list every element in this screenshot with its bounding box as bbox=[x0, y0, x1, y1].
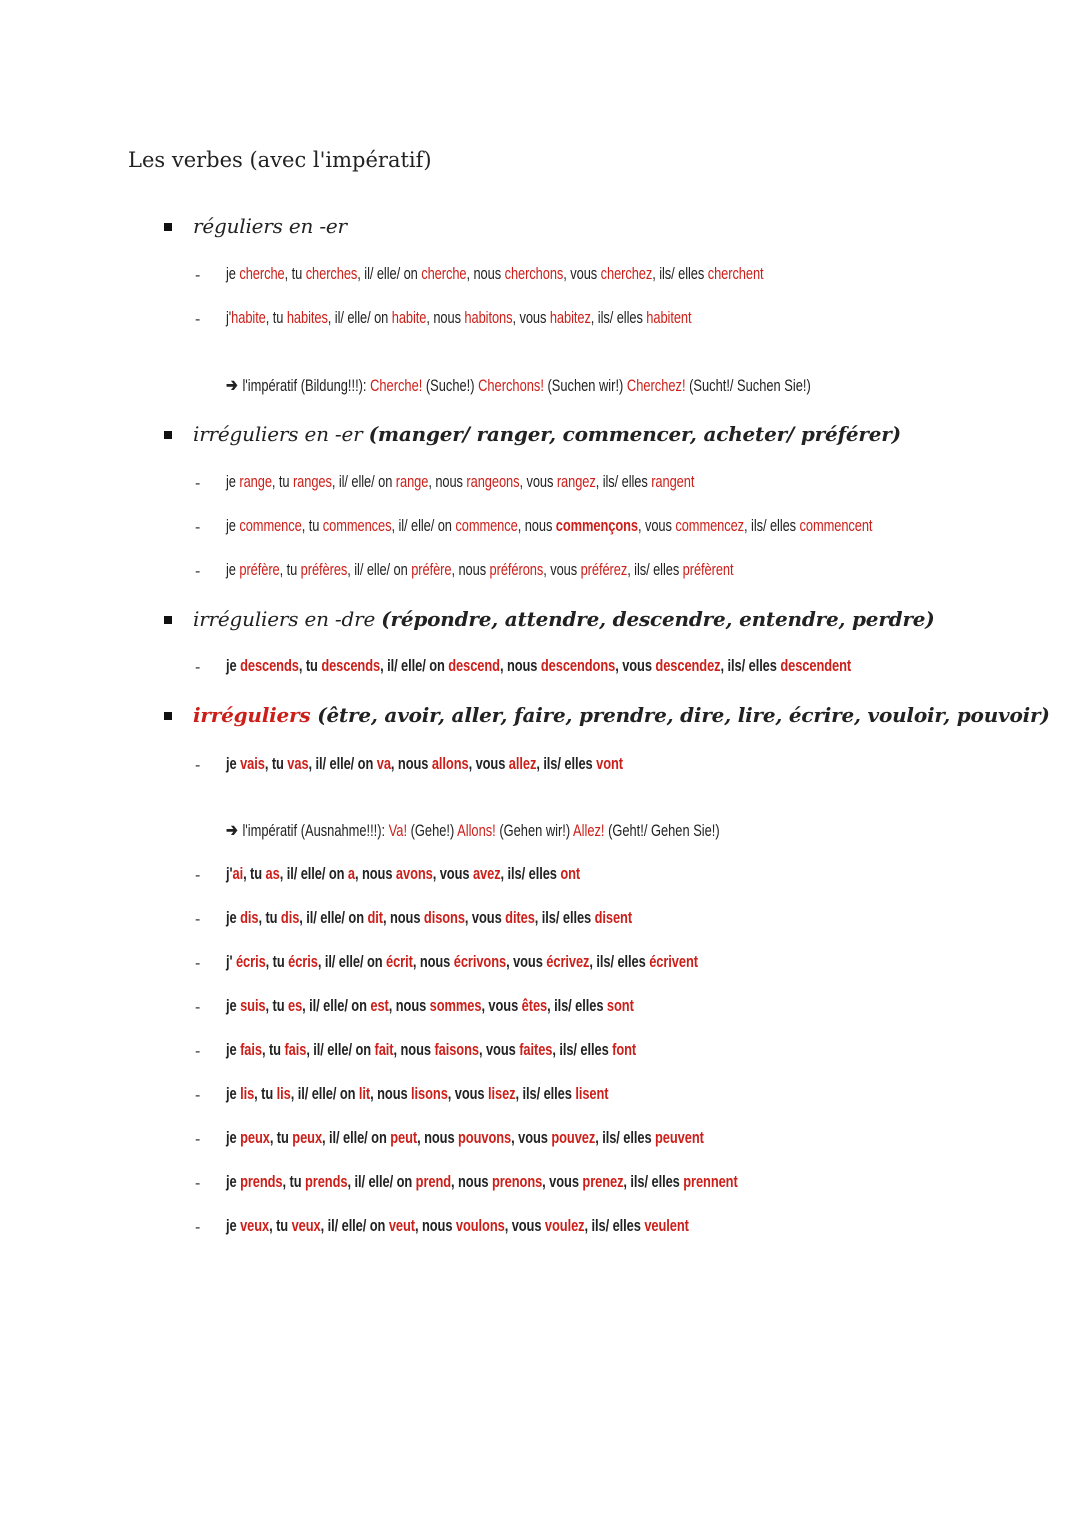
verb-form: dis bbox=[280, 909, 300, 927]
pronoun-text: , tu bbox=[279, 561, 301, 579]
verb-form: Cherchons! bbox=[478, 377, 544, 395]
pronoun-text: , il/ elle/ on bbox=[327, 309, 392, 327]
verb-form: descendent bbox=[780, 657, 852, 675]
pronoun-text: , ils/ elles bbox=[623, 1173, 684, 1191]
verb-form: as bbox=[265, 865, 280, 883]
pronoun-text: , nous bbox=[412, 953, 454, 971]
verb-form: dit bbox=[367, 909, 383, 927]
conjugation-row bbox=[226, 561, 733, 580]
verb-form: Va! bbox=[388, 822, 408, 840]
verb-form: préfèrent bbox=[682, 561, 734, 579]
pronoun-text: , vous bbox=[447, 1085, 489, 1103]
verb-form: préfère bbox=[411, 561, 452, 579]
pronoun-text: l'impératif (Ausnahme!!!): bbox=[242, 822, 389, 840]
section-heading bbox=[193, 703, 1050, 727]
verb-form: prends bbox=[240, 1173, 283, 1191]
section-heading-label: réguliers en -er bbox=[193, 214, 347, 238]
verb-form: Cherche! bbox=[370, 377, 423, 395]
pronoun-text: , vous bbox=[512, 309, 550, 327]
pronoun-text: , il/ elle/ on bbox=[290, 1085, 359, 1103]
pronoun-text: , il/ elle/ on bbox=[347, 1173, 416, 1191]
pronoun-text: , nous bbox=[390, 755, 432, 773]
verb-form: fais bbox=[284, 1041, 307, 1059]
pronoun-text: je bbox=[226, 755, 241, 773]
verb-form: disent bbox=[594, 909, 633, 927]
section-heading-verbs: (être, avoir, aller, faire, prendre, dire, lire, écrire, vouloir, pouvoir) bbox=[310, 703, 1050, 727]
verb-form: lisons bbox=[411, 1085, 448, 1103]
conjugation-row bbox=[226, 1217, 689, 1236]
verb-form: fais bbox=[240, 1041, 262, 1059]
list-dash: - bbox=[195, 867, 201, 884]
pronoun-text: , ils/ elles bbox=[652, 265, 708, 283]
pronoun-text: , ils/ elles bbox=[720, 657, 781, 675]
verb-form: peut bbox=[390, 1129, 418, 1147]
pronoun-text: , il/ elle/ on bbox=[391, 517, 456, 535]
verb-form: allons bbox=[431, 755, 469, 773]
pronoun-text: , nous bbox=[451, 1173, 492, 1191]
pronoun-text: , nous bbox=[354, 865, 396, 883]
pronoun-text: (Suchen wir!) bbox=[543, 377, 627, 395]
list-dash: - bbox=[195, 519, 201, 536]
verb-form: pouvons bbox=[458, 1129, 512, 1147]
pronoun-text: , vous bbox=[615, 657, 656, 675]
verb-form: veulent bbox=[644, 1217, 689, 1235]
section-heading bbox=[193, 607, 935, 631]
verb-form: cherches bbox=[305, 265, 358, 283]
pronoun-text: , ils/ elles bbox=[590, 309, 647, 327]
verb-form: faisons bbox=[434, 1041, 479, 1059]
conjugation-row bbox=[226, 517, 872, 536]
pronoun-text: (Sucht!/ Suchen Sie!) bbox=[685, 377, 811, 395]
pronoun-text: je bbox=[226, 1085, 241, 1103]
pronoun-text: , vous bbox=[432, 865, 473, 883]
list-dash: - bbox=[195, 1087, 201, 1104]
pronoun-text: je bbox=[226, 517, 240, 535]
section-heading-verbs: (manger/ ranger, commencer, acheter/ préférer) bbox=[368, 422, 901, 446]
pronoun-text: , tu bbox=[243, 865, 266, 883]
pronoun-text: , vous bbox=[637, 517, 676, 535]
verb-form: descends bbox=[321, 657, 381, 675]
list-dash: - bbox=[195, 757, 201, 774]
pronoun-text: , nous bbox=[388, 997, 430, 1015]
verb-form: pouvez bbox=[551, 1129, 596, 1147]
pronoun-text: l'impératif (Bildung!!!): bbox=[242, 377, 371, 395]
verb-form: veux bbox=[240, 1217, 270, 1235]
section-heading-label: irréguliers en -dre bbox=[193, 607, 382, 631]
pronoun-text: , ils/ elles bbox=[595, 473, 652, 491]
pronoun-text: , il/ elle/ on bbox=[357, 265, 422, 283]
pronoun-text: , nous bbox=[517, 517, 556, 535]
verb-form: voulons bbox=[455, 1217, 505, 1235]
verb-form: habitons bbox=[464, 309, 513, 327]
verb-form: commence bbox=[455, 517, 518, 535]
verb-form: veut bbox=[388, 1217, 415, 1235]
verb-form: lis bbox=[276, 1085, 291, 1103]
verb-form: range bbox=[239, 473, 272, 491]
verb-form: Cherchez! bbox=[626, 377, 686, 395]
verb-form: va bbox=[376, 755, 391, 773]
verb-form: prend bbox=[415, 1173, 452, 1191]
verb-form: dis bbox=[240, 909, 259, 927]
verb-form: avons bbox=[395, 865, 433, 883]
section-heading-verbs: (répondre, attendre, descendre, entendre, perdre) bbox=[381, 607, 935, 631]
pronoun-text: , vous bbox=[481, 997, 522, 1015]
verb-form: es bbox=[288, 997, 303, 1015]
verb-form: font bbox=[612, 1041, 637, 1059]
verb-form: faites bbox=[519, 1041, 553, 1059]
verb-form: cherchons bbox=[504, 265, 564, 283]
section-heading bbox=[193, 422, 901, 446]
verb-form: avez bbox=[472, 865, 501, 883]
verb-form: descendez bbox=[655, 657, 721, 675]
verb-form: rangent bbox=[651, 473, 695, 491]
pronoun-text: , vous bbox=[478, 1041, 520, 1059]
pronoun-text: , il/ elle/ on bbox=[347, 561, 412, 579]
verb-form: disons bbox=[423, 909, 465, 927]
verb-form: habite bbox=[391, 309, 427, 327]
verb-form: peuvent bbox=[655, 1129, 704, 1147]
page-title: Les verbes (avec l'impératif) bbox=[128, 148, 432, 172]
list-dash: - bbox=[195, 1131, 201, 1148]
verb-form: sommes bbox=[429, 997, 482, 1015]
verb-form: rangez bbox=[556, 473, 596, 491]
pronoun-text: , tu bbox=[269, 1217, 292, 1235]
pronoun-text: je bbox=[226, 997, 241, 1015]
pronoun-text: , nous bbox=[426, 309, 465, 327]
pronoun-text: , vous bbox=[506, 953, 547, 971]
verb-form: vas bbox=[287, 755, 309, 773]
pronoun-text: je bbox=[226, 1173, 241, 1191]
pronoun-text: , nous bbox=[499, 657, 541, 675]
verb-form: habite bbox=[231, 309, 266, 327]
pronoun-text: j' bbox=[226, 309, 232, 327]
conjugation-row bbox=[226, 865, 580, 884]
conjugation-row bbox=[226, 1041, 636, 1060]
verb-form: prennent bbox=[683, 1173, 738, 1191]
verb-form: veux bbox=[291, 1217, 321, 1235]
pronoun-text: , il/ elle/ on bbox=[302, 997, 371, 1015]
pronoun-text: je bbox=[226, 1129, 241, 1147]
imperative-note bbox=[226, 820, 720, 841]
pronoun-text: , ils/ elles bbox=[744, 517, 800, 535]
list-dash: - bbox=[195, 955, 201, 972]
verb-form: vont bbox=[596, 755, 623, 773]
pronoun-text: , il/ elle/ on bbox=[331, 473, 396, 491]
verb-form: a bbox=[347, 865, 355, 883]
verb-form: ai bbox=[232, 865, 244, 883]
pronoun-text: , vous bbox=[511, 1129, 552, 1147]
verb-form: rangeons bbox=[466, 473, 520, 491]
verb-form: descendons bbox=[540, 657, 616, 675]
section-heading-label: irréguliers bbox=[193, 703, 311, 727]
verb-form: vais bbox=[240, 755, 265, 773]
pronoun-text: je bbox=[226, 473, 240, 491]
pronoun-text: , ils/ elles bbox=[500, 865, 561, 883]
pronoun-text: , tu bbox=[254, 1085, 277, 1103]
square-bullet-icon bbox=[164, 223, 172, 231]
verb-form: écrivez bbox=[546, 953, 590, 971]
arrow-right-icon: ➔ bbox=[226, 820, 238, 840]
pronoun-text: , vous bbox=[543, 561, 581, 579]
verb-form: écris bbox=[235, 953, 266, 971]
pronoun-text: (Gehe!) bbox=[407, 822, 458, 840]
pronoun-text: , tu bbox=[269, 1129, 293, 1147]
list-dash: - bbox=[195, 311, 201, 328]
list-dash: - bbox=[195, 1175, 201, 1192]
imperative-note bbox=[226, 375, 811, 396]
verb-form: êtes bbox=[521, 997, 548, 1015]
verb-form: sont bbox=[606, 997, 634, 1015]
verb-form: range bbox=[395, 473, 429, 491]
pronoun-text: , tu bbox=[265, 953, 289, 971]
verb-form: habites bbox=[286, 309, 328, 327]
pronoun-text: , nous bbox=[393, 1041, 435, 1059]
verb-form: Allez! bbox=[573, 822, 605, 840]
pronoun-text: , ils/ elles bbox=[627, 561, 683, 579]
pronoun-text: , tu bbox=[264, 755, 288, 773]
verb-form: lit bbox=[358, 1085, 371, 1103]
verb-form: commences bbox=[322, 517, 392, 535]
verb-form: habitez bbox=[549, 309, 591, 327]
pronoun-text: , nous bbox=[417, 1129, 459, 1147]
pronoun-text: , il/ elle/ on bbox=[317, 953, 387, 971]
conjugation-row bbox=[226, 473, 694, 492]
pronoun-text: j' bbox=[226, 865, 233, 883]
pronoun-text: , il/ elle/ on bbox=[322, 1129, 391, 1147]
verb-form: prenons bbox=[491, 1173, 543, 1191]
pronoun-text: , tu bbox=[261, 1041, 285, 1059]
verb-form: écrivons bbox=[453, 953, 507, 971]
pronoun-text: , ils/ elles bbox=[584, 1217, 645, 1235]
verb-form: préférez bbox=[580, 561, 628, 579]
verb-form: lisez bbox=[488, 1085, 516, 1103]
verb-form: dites bbox=[505, 909, 535, 927]
pronoun-text: , ils/ elles bbox=[552, 1041, 613, 1059]
arrow-right-icon: ➔ bbox=[226, 375, 238, 395]
verb-form: peux bbox=[240, 1129, 270, 1147]
pronoun-text: , ils/ elles bbox=[534, 909, 595, 927]
pronoun-text: , il/ elle/ on bbox=[308, 755, 377, 773]
pronoun-text: , tu bbox=[301, 517, 323, 535]
list-dash: - bbox=[195, 563, 201, 580]
list-dash: - bbox=[195, 475, 201, 492]
pronoun-text: (Suche!) bbox=[422, 377, 479, 395]
pronoun-text: , ils/ elles bbox=[595, 1129, 656, 1147]
pronoun-text: , nous bbox=[466, 265, 505, 283]
pronoun-text: , ils/ elles bbox=[536, 755, 597, 773]
conjugation-row bbox=[226, 1173, 738, 1192]
pronoun-text: , vous bbox=[504, 1217, 545, 1235]
conjugation-row bbox=[226, 755, 623, 774]
pronoun-text: , nous bbox=[382, 909, 424, 927]
verb-form: cherche bbox=[239, 265, 285, 283]
list-dash: - bbox=[195, 911, 201, 928]
pronoun-text: , tu bbox=[265, 997, 289, 1015]
conjugation-row bbox=[226, 953, 698, 972]
verb-form: descend bbox=[448, 657, 500, 675]
pronoun-text: , tu bbox=[284, 265, 306, 283]
list-dash: - bbox=[195, 659, 201, 676]
verb-form: descends bbox=[240, 657, 299, 675]
verb-form: préférons bbox=[489, 561, 544, 579]
list-dash: - bbox=[195, 1043, 201, 1060]
verb-form: cherchent bbox=[707, 265, 764, 283]
pronoun-text: , tu bbox=[271, 473, 293, 491]
verb-form: commencez bbox=[675, 517, 745, 535]
verb-form: ranges bbox=[292, 473, 332, 491]
verb-form: commencent bbox=[799, 517, 873, 535]
pronoun-text: (Geht!/ Gehen Sie!) bbox=[604, 822, 720, 840]
pronoun-text: , vous bbox=[519, 473, 557, 491]
pronoun-text: je bbox=[226, 909, 241, 927]
conjugation-row bbox=[226, 657, 851, 676]
conjugation-row bbox=[226, 1129, 704, 1148]
verb-form: cherche bbox=[421, 265, 467, 283]
pronoun-text: , nous bbox=[428, 473, 467, 491]
list-dash: - bbox=[195, 999, 201, 1016]
pronoun-text: , ils/ elles bbox=[547, 997, 607, 1015]
pronoun-text: je bbox=[226, 265, 240, 283]
pronoun-text: , nous bbox=[414, 1217, 456, 1235]
pronoun-text: je bbox=[226, 657, 241, 675]
verb-form: voulez bbox=[544, 1217, 585, 1235]
pronoun-text: je bbox=[226, 1217, 241, 1235]
pronoun-text: , vous bbox=[468, 755, 509, 773]
pronoun-text: , il/ elle/ on bbox=[299, 909, 368, 927]
pronoun-text: , tu bbox=[282, 1173, 306, 1191]
pronoun-text: j' bbox=[226, 953, 236, 971]
pronoun-text: , il/ elle/ on bbox=[320, 1217, 389, 1235]
verb-form: lisent bbox=[575, 1085, 609, 1103]
pronoun-text: , nous bbox=[370, 1085, 412, 1103]
verb-form: écrit bbox=[386, 953, 413, 971]
list-dash: - bbox=[195, 267, 201, 284]
verb-form: lis bbox=[240, 1085, 255, 1103]
square-bullet-icon bbox=[164, 712, 172, 720]
pronoun-text: , tu bbox=[265, 309, 287, 327]
verb-form: habitent bbox=[646, 309, 692, 327]
pronoun-text: (Gehen wir!) bbox=[495, 822, 574, 840]
conjugation-row bbox=[226, 309, 691, 328]
verb-form: commençons bbox=[555, 517, 638, 535]
verb-form: est bbox=[370, 997, 389, 1015]
pronoun-text: , vous bbox=[563, 265, 601, 283]
conjugation-row bbox=[226, 997, 634, 1016]
pronoun-text: , vous bbox=[464, 909, 506, 927]
conjugation-row bbox=[226, 265, 764, 284]
pronoun-text: je bbox=[226, 561, 240, 579]
pronoun-text: , tu bbox=[298, 657, 322, 675]
verb-form: prenez bbox=[582, 1173, 624, 1191]
pronoun-text: , ils/ elles bbox=[515, 1085, 576, 1103]
list-dash: - bbox=[195, 1219, 201, 1236]
verb-form: peux bbox=[292, 1129, 323, 1147]
verb-form: suis bbox=[240, 997, 266, 1015]
pronoun-text: , ils/ elles bbox=[589, 953, 650, 971]
pronoun-text: , nous bbox=[451, 561, 490, 579]
square-bullet-icon bbox=[164, 616, 172, 624]
verb-form: écrivent bbox=[649, 953, 698, 971]
conjugation-row bbox=[226, 909, 632, 928]
square-bullet-icon bbox=[164, 431, 172, 439]
verb-form: cherchez bbox=[600, 265, 653, 283]
conjugation-row bbox=[226, 1085, 608, 1104]
pronoun-text: je bbox=[226, 1041, 241, 1059]
pronoun-text: , il/ elle/ on bbox=[380, 657, 449, 675]
section-heading-label: irréguliers en -er bbox=[193, 422, 369, 446]
verb-form: préfère bbox=[239, 561, 280, 579]
verb-form: écris bbox=[288, 953, 318, 971]
pronoun-text: , tu bbox=[258, 909, 281, 927]
verb-form: préfères bbox=[300, 561, 348, 579]
pronoun-text: , vous bbox=[542, 1173, 583, 1191]
verb-form: allez bbox=[508, 755, 537, 773]
verb-form: Allons! bbox=[457, 822, 496, 840]
pronoun-text: , il/ elle/ on bbox=[279, 865, 348, 883]
section-heading bbox=[193, 214, 347, 238]
verb-form: fait bbox=[374, 1041, 394, 1059]
pronoun-text: , il/ elle/ on bbox=[306, 1041, 375, 1059]
verb-form: ont bbox=[560, 865, 581, 883]
verb-form: prends bbox=[305, 1173, 348, 1191]
verb-form: commence bbox=[239, 517, 302, 535]
